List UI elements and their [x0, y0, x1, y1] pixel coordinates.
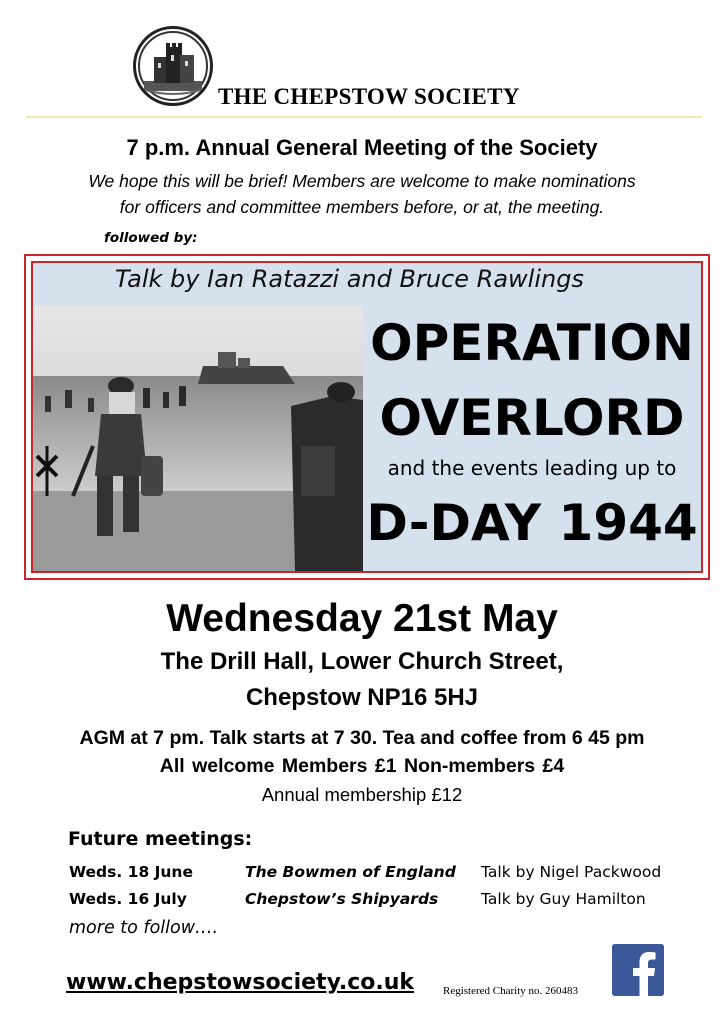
talk-by-speakers: Talk by Ian Ratazzi and Bruce Rawlings — [115, 265, 584, 293]
header-divider — [26, 116, 702, 118]
title-overlord: OVERLORD — [379, 389, 685, 447]
title-d-day: D-DAY 1944 — [366, 494, 698, 552]
venue-line1: The Drill Hall, Lower Church Street, — [160, 648, 564, 675]
charity-number: Registered Charity no. 260483 — [443, 985, 579, 997]
meeting-date: Weds. 18 June — [69, 863, 193, 881]
event-times: AGM at 7 pm. Talk starts at 7 30. Tea and coffee from 6 45 pm — [79, 727, 645, 749]
website-link[interactable]: www.chepstowsociety.co.uk — [66, 970, 415, 995]
castle-emblem-icon — [133, 26, 213, 106]
event-date: Wednesday 21st May — [166, 597, 558, 640]
agm-title: 7 p.m. Annual General Meeting of the Society — [126, 135, 598, 160]
title-operation: OPERATION — [370, 314, 694, 372]
event-prices: All welcome Members £1 Non-members £4 — [159, 755, 565, 777]
annual-membership: Annual membership £12 — [261, 784, 463, 805]
venue-line2: Chepstow NP16 5HJ — [245, 684, 479, 711]
title-subtitle: and the events leading up to — [387, 456, 677, 480]
agm-note-line1: We hope this will be brief! Members are welcome to make nominations — [88, 171, 636, 191]
meeting-speaker: Talk by Nigel Packwood — [481, 863, 662, 881]
followed-by-label: followed by: — [104, 230, 198, 246]
meeting-topic: The Bowmen of England — [245, 863, 456, 881]
d-day-landing-photo — [33, 306, 363, 571]
meeting-date: Weds. 16 July — [69, 890, 187, 908]
more-to-follow: more to follow…. — [69, 918, 219, 938]
meeting-topic: Chepstow’s Shipyards — [245, 890, 439, 908]
society-name: THE CHEPSTOW SOCIETY — [218, 84, 520, 109]
meeting-speaker: Talk by Guy Hamilton — [481, 890, 646, 908]
agm-note-line2: for officers and committee members before, or at, the meeting. — [119, 197, 605, 217]
facebook-icon[interactable] — [612, 944, 664, 996]
future-meetings-title: Future meetings: — [68, 828, 253, 850]
